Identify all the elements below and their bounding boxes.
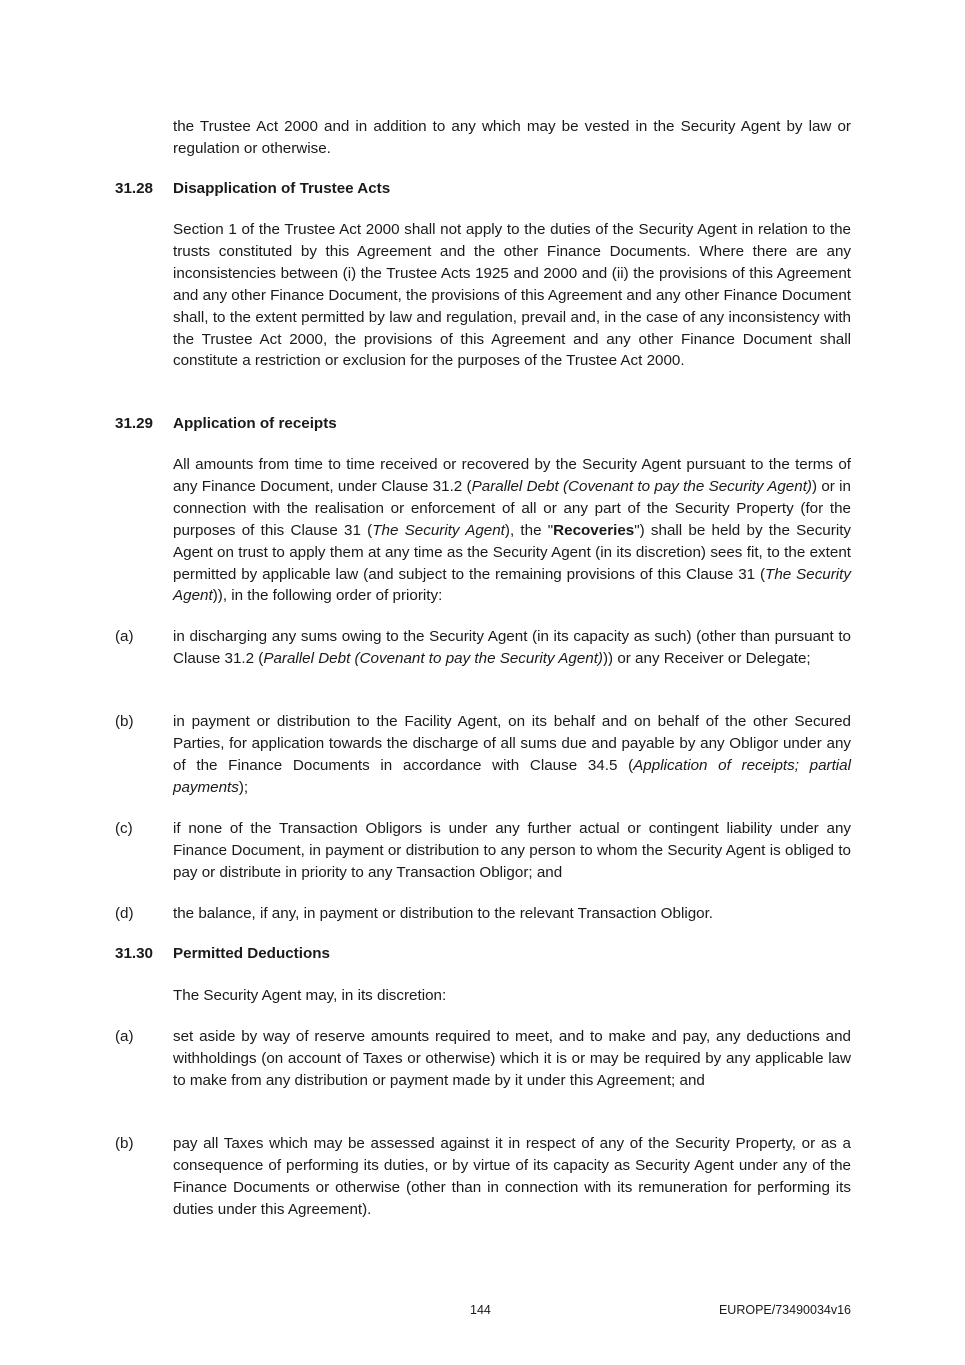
- list-label: (c): [115, 820, 133, 837]
- clause-reference: Parallel Debt (Covenant to pay the Security Agent): [263, 649, 603, 667]
- page-number: 144: [470, 1303, 491, 1317]
- list-label: (d): [115, 905, 134, 922]
- list-label: (b): [115, 1135, 134, 1152]
- clause-reference: The Security Agent: [372, 521, 505, 539]
- clause-number: 31.30: [115, 945, 154, 962]
- clause-number: 31.29: [115, 415, 154, 432]
- clause-31-30-heading: [115, 943, 330, 965]
- document-reference: EUROPE/73490034v16: [718, 1303, 851, 1317]
- text-run: ) or in connection with the realisation or enforcement of all or any part of the Security Property (for the purposes of this Clause 31 (: [173, 477, 852, 539]
- text-run: in discharging any sums owing to the Security Agent (in its capacity as such) (other than pursuant to Clause 31.2 (: [173, 628, 851, 667]
- intro-paragraph: the Trustee Act 2000 and in addition to any which may be vested in the Security Agent by law or regulation or otherwise.: [173, 118, 851, 157]
- clause-31-29-body: [173, 454, 851, 607]
- list-item-text: the balance, if any, in payment or distribution to the relevant Transaction Obligor.: [173, 905, 714, 922]
- text-run: ), the ": [504, 521, 554, 539]
- clause-reference: Application of receipts; partial payments: [173, 756, 851, 796]
- list-item-text: [173, 626, 851, 670]
- text-run: All amounts from time to time received or recovered by the Security Agent pursuant to the terms of any Finance Document, under Clause 31.2 (: [173, 456, 851, 495]
- text-run: )) or any Receiver or Delegate;: [603, 649, 811, 667]
- list-label: (a): [115, 628, 134, 645]
- clause-reference: The Security Agent: [173, 565, 851, 605]
- list-item-text: [173, 711, 851, 799]
- clause-title: Disapplication of Trustee Acts: [173, 180, 391, 197]
- list-label: (b): [115, 713, 134, 730]
- text-run: in payment or distribution to the Facility Agent, on its behalf and on behalf of the other Secured Parties, for application towards the discharge of all sums due and payable by any Obligor under any of the Finance Documents in accordance with Clause 34.5 (: [173, 713, 851, 774]
- text-run: )), in the following order of priority:: [212, 587, 443, 605]
- clause-number: 31.28: [115, 180, 154, 197]
- list-item-text: if none of the Transaction Obligors is under any further actual or contingent liability under any Finance Document, in payment or distribution to any person to whom the Security Agent is obliged to pay or distribute in priority to any Transaction Obligor; and: [173, 820, 851, 881]
- defined-term: Recoveries: [553, 521, 635, 539]
- text-run: );: [238, 778, 249, 796]
- clause-title: Permitted Deductions: [173, 945, 330, 962]
- clause-title: Application of receipts: [173, 415, 337, 432]
- clause-reference: Parallel Debt (Covenant to pay the Security Agent): [471, 477, 812, 495]
- list-label: (a): [115, 1028, 134, 1045]
- clause-31-30-lead: The Security Agent may, in its discretion:: [173, 987, 447, 1004]
- text-run: ") shall be held by the Security Agent on trust to apply them at any time as the Security Agent (in its discretion) sees fit, to the extent permitted by applicable law (and subject to the remaining provisions of this Clause 31 (: [173, 521, 852, 583]
- clause-31-28-heading: [115, 178, 390, 200]
- clause-31-29-heading: [115, 413, 337, 435]
- clause-31-28-body: Section 1 of the Trustee Act 2000 shall not apply to the duties of the Security Agent in relation to the trusts constituted by this Agreement and the other Finance Documents. Where there are any inconsistencies between (i) the Trustee Acts 1925 and 2000 and (ii) the provisions of this Agreement and any other Finance Document, the provisions of this Agreement and any other Finance Document shall, to the extent permitted by law and regulation, prevail and, in the case of any inconsistency with the Trustee Act 2000, the provisions of this Agreement and any other Finance Document shall constitute a restriction or exclusion for the purposes of the Trustee Act 2000.: [173, 221, 851, 370]
- list-item-text: pay all Taxes which may be assessed against it in respect of any of the Security Property, or as a consequence of performing its duties, or by virtue of its capacity as Security Agent under any of the Finance Documents or otherwise (other than in connection with its remuneration for performing its duties under this Agreement).: [173, 1135, 851, 1218]
- list-item-text: set aside by way of reserve amounts required to meet, and to make and pay, any deductions and withholdings (on account of Taxes or otherwise) which it is or may be required by any applicable law to make from any distribution or payment made by it under this Agreement; and: [173, 1028, 851, 1089]
